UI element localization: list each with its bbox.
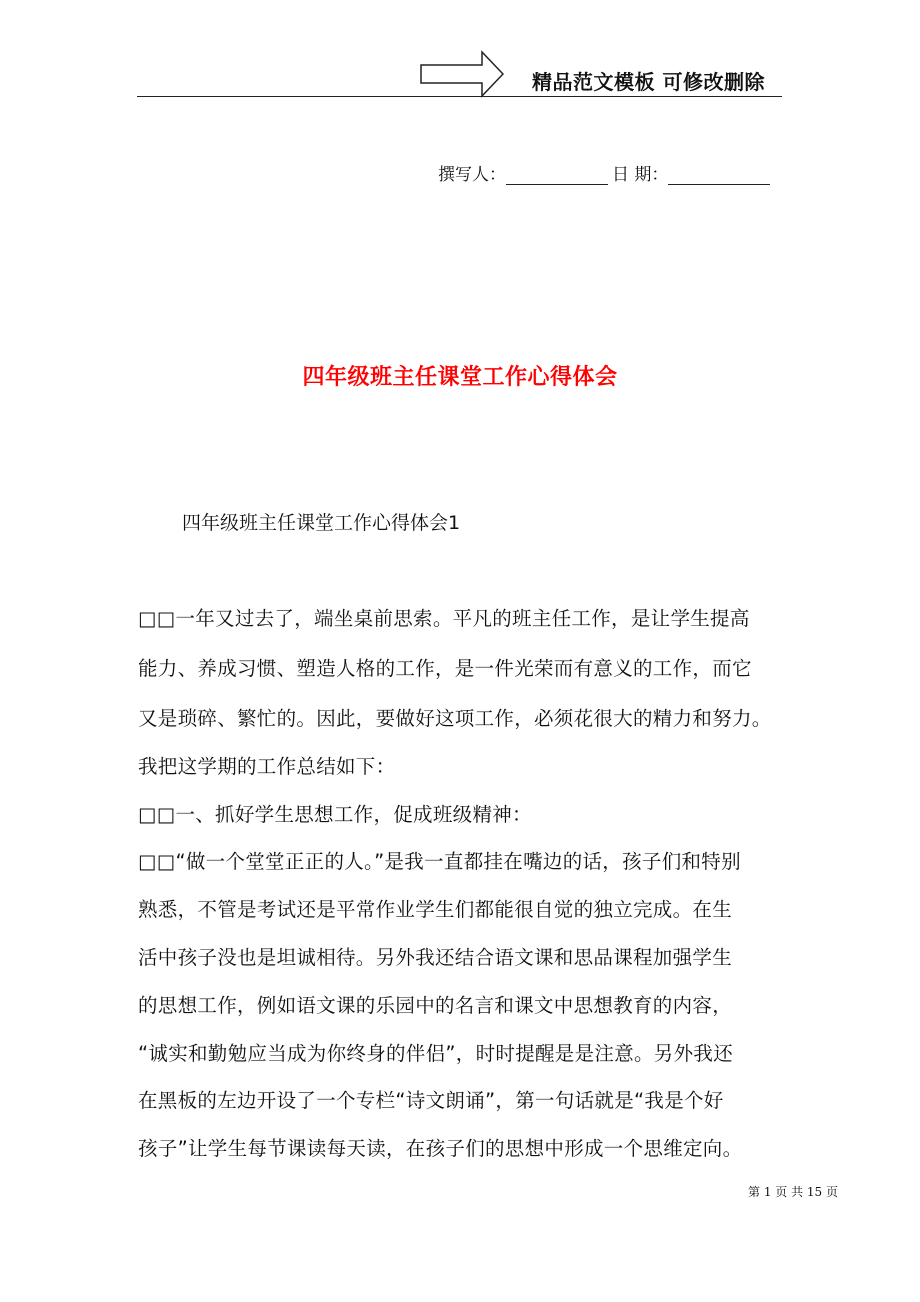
section-subtitle: 四年级班主任课堂工作心得体会1 [182, 512, 461, 534]
page-number-footer: 第 1 页 共 15 页 [748, 1185, 838, 1199]
body-line: 在黑板的左边开设了一个专栏“诗文朗诵”，第一句话就是“我是个好 [138, 1089, 724, 1112]
header-divider [137, 96, 782, 97]
header-template-label: 精品范文模板 可修改删除 [532, 70, 765, 94]
body-line: □□一、抓好学生思想工作，促成班级精神： [138, 803, 532, 826]
body-line: 我把这学期的工作总结如下： [138, 755, 396, 778]
body-line: 又是琐碎、繁忙的。因此，要做好这项工作，必须花很大的精力和努力。 [138, 707, 772, 730]
body-line: “诚实和勤勉应当成为你终身的伴侣”，时时提醒是是注意。另外我还 [138, 1042, 734, 1065]
body-line: 熟悉，不管是考试还是平常作业学生们都能很自觉的独立完成。在生 [138, 898, 733, 921]
date-blank [668, 166, 770, 185]
body-line: 的思想工作，例如语文课的乐园中的名言和课文中思想教育的内容， [138, 994, 733, 1017]
body-line: 活中孩子没也是坦诚相待。另外我还结合语文课和思品课程加强学生 [138, 946, 733, 969]
author-label: 撰写人： [438, 165, 506, 185]
date-label: 日 期： [612, 165, 669, 185]
body-line: □□一年又过去了，端坐桌前思索。平凡的班主任工作，是让学生提高 [138, 607, 750, 630]
body-line: □□“做一个堂堂正正的人。”是我一直都挂在嘴边的话，孩子们和特别 [138, 850, 741, 873]
author-blank [506, 166, 608, 185]
right-arrow-outline-icon [420, 50, 504, 98]
author-date-line [438, 160, 770, 185]
document-title: 四年级班主任课堂工作心得体会 [302, 365, 618, 390]
body-line: 能力、养成习惯、塑造人格的工作，是一件光荣而有意义的工作，而它 [138, 657, 752, 680]
body-line: 孩子”让学生每节课读每天读，在孩子们的思想中形成一个思维定向。 [138, 1137, 743, 1160]
